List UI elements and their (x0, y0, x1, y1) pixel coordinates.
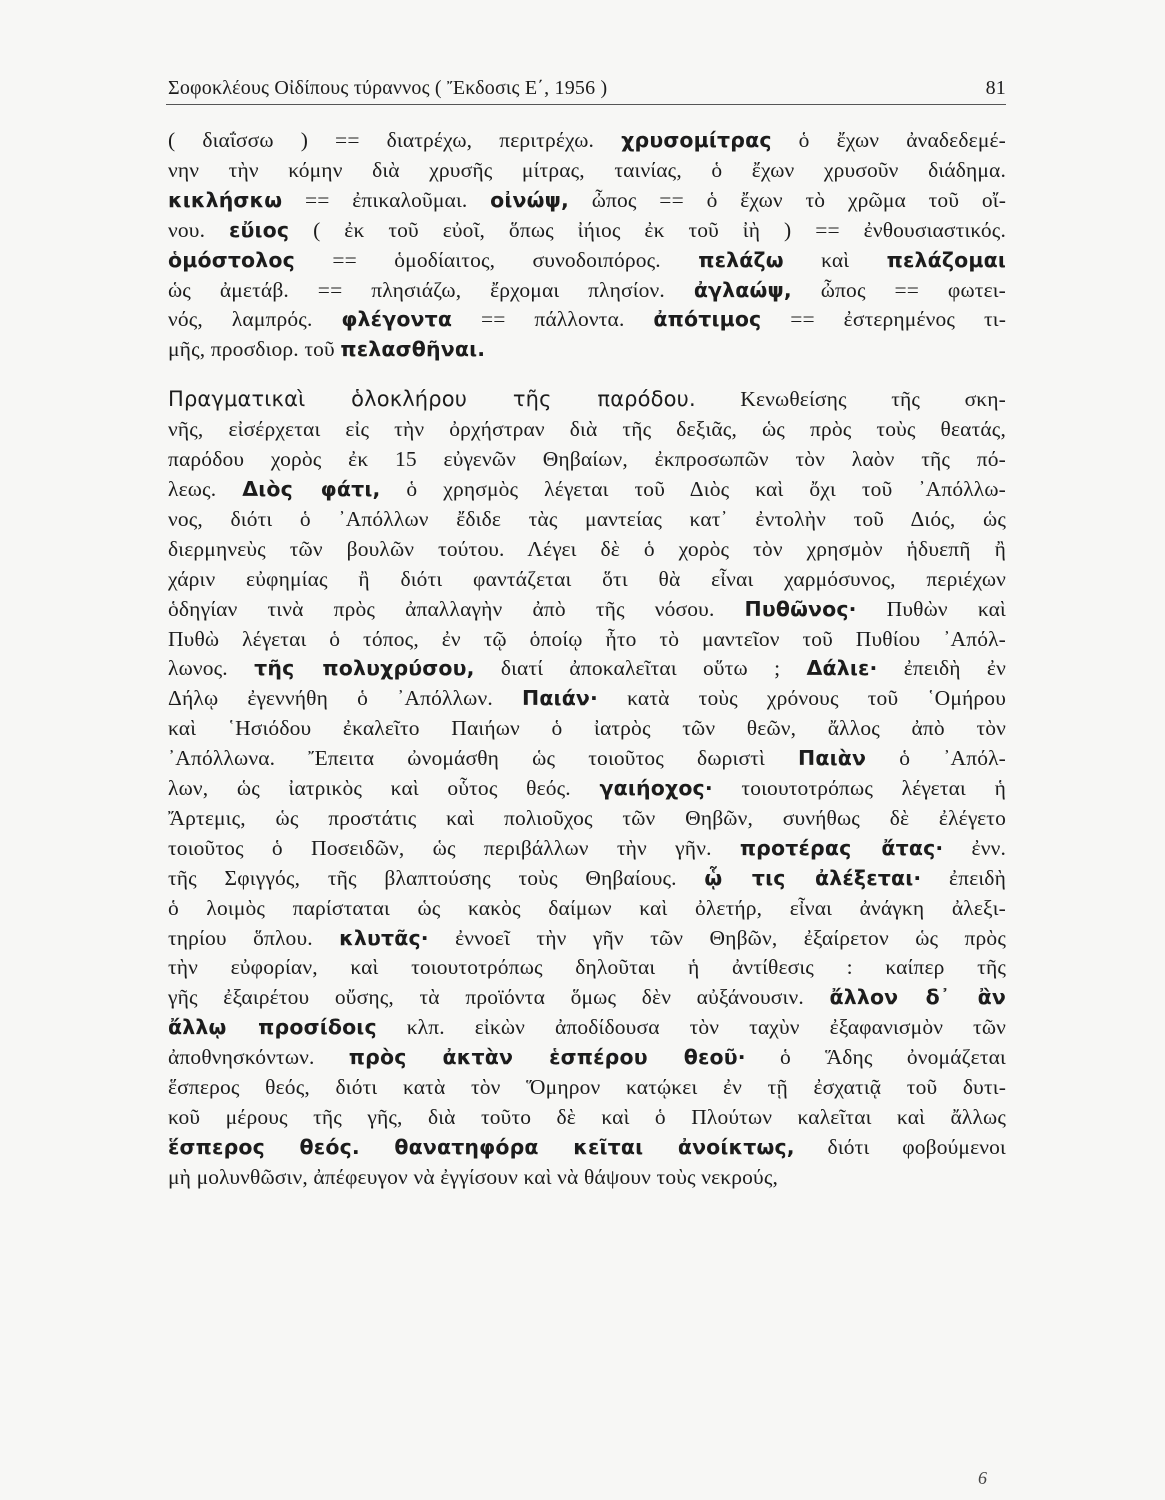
text-run: Πυθὼν καὶ (856, 596, 1006, 621)
lemma: Δάλιε· (806, 656, 878, 681)
lemma: ἀγλαώψ, (693, 277, 792, 302)
text-line (168, 335, 1006, 365)
text-run: χάριν εὐφημίας ἢ διότι φαντάζεται ὅτι θὰ εἶναι χαρμόσυνος, περιέχων (168, 566, 1006, 591)
text-line (168, 953, 1006, 983)
text-line (168, 186, 1006, 216)
text-run: ἐπειδὴ ἐν (877, 656, 1006, 681)
text-run: παρόδου χορὸς ἐκ 15 εὐγενῶν Θηβαίων, ἐκπροσωπῶν τὸν λαὸν τῆς πό- (168, 447, 1006, 472)
text-run: ( ἐκ τοῦ εὐοῖ, ὅπως ἰήιος ἐκ τοῦ ἰὴ ) == ἐνθουσιαστικός. (289, 217, 1006, 242)
text-run: γῆς ἐξαιρέτου οὔσης, τὰ προϊόντα ὅμως δὲν αὐξάνουσιν. (168, 985, 830, 1010)
text-run: νῆς, εἰσέρχεται εἰς τὴν ὀρχήστραν διὰ τῆς δεξιᾶς, ὡς πρὸς τοὺς θεατάς, (168, 417, 1006, 442)
text-line (168, 246, 1006, 276)
text-run: διερμηνεὺς τῶν βουλῶν τούτου. Λέγει δὲ ὁ χορὸς τὸν χρησμὸν ἡδυεπῆ ἢ (168, 536, 1006, 561)
text-line (168, 983, 1006, 1013)
lemma: προτέρας ἄτας· (739, 835, 944, 860)
text-run: ἐπειδὴ (921, 865, 1006, 890)
text-run: Δήλῳ ἐγεννήθη ὁ ᾿Απόλλων. (168, 686, 523, 711)
lemma: ἀπότιμος (653, 307, 762, 332)
text-run: ὁδηγίαν τινὰ πρὸς ἀπαλλαγὴν ἀπὸ τῆς νόσου. (168, 596, 745, 621)
lemma: χρυσομίτρας (621, 128, 772, 152)
lemma: ἄλλῳ προσίδοις (168, 1015, 377, 1040)
text-run: λων, ὡς ἰατρικὸς καὶ οὗτος θεός. (168, 776, 600, 801)
text-line (168, 774, 1006, 804)
text-run: διότι φοβούμενοι (794, 1134, 1006, 1159)
text-run: == ὁμοδίαιτος, συνοδοιπόρος. (294, 247, 699, 272)
text-run: ὦπος == ὁ ἔχων τὸ χρῶμα τοῦ οἴ- (568, 187, 1007, 212)
text-run: νός, λαμπρός. (168, 307, 342, 332)
text-line (168, 714, 1006, 744)
header-rule (166, 104, 1006, 105)
text-run: νου. (168, 217, 229, 242)
text-line (168, 156, 1006, 186)
text-line (168, 565, 1006, 595)
text-run: τοιοῦτος ὁ Ποσειδῶν, ὡς περιβάλλων τὴν γῆν. (168, 835, 740, 860)
lemma: πελάζομαι (886, 247, 1006, 272)
text-run: ὁ ἔχων ἀναδεδεμέ- (771, 128, 1006, 152)
text-run: τοιουτοτρόπως λέγεται ἡ (712, 776, 1007, 801)
text-run: == ἐπικαλοῦμαι. (282, 187, 491, 212)
text-run: διατί ἀποκαλεῖται οὕτω ; (474, 656, 807, 681)
text-line (168, 1073, 1006, 1103)
text-run: καὶ ῾Ησιόδου ἐκαλεῖτο Παιήων ὁ ἰατρὸς τῶν θεῶν, ἄλλος ἀπὸ τὸν (168, 716, 1006, 741)
text-run: ἐνν. (943, 835, 1006, 860)
lemma: ἕσπερος θεός. θανατηφόρα κεῖται ἀνοίκτως, (168, 1134, 795, 1159)
text-run: κατὰ τοὺς χρόνους τοῦ ῾Ομήρου (597, 686, 1006, 711)
lemma: ἄλλον δ᾿ ἂν (829, 985, 1006, 1010)
text-run: λεως. (168, 476, 243, 501)
text-run: λωνος. (168, 656, 255, 681)
text-run: ὁ λοιμὸς παρίσταται ὡς κακὸς δαίμων καὶ ὀλετήρ, εἶναι ἀνάγκη ἀλεξι- (168, 895, 1006, 920)
text-line (168, 834, 1006, 864)
text-line (168, 684, 1006, 714)
lemma: πελασθῆναι. (340, 337, 486, 362)
lemma: πελάζω (698, 247, 784, 272)
text-line (168, 475, 1006, 505)
commentary-body (168, 126, 1006, 1193)
text-run: Κενωθείσης τῆς σκη- (695, 387, 1006, 412)
lemma: εὔιος (228, 217, 290, 242)
text-run: νος, διότι ὁ ᾿Απόλλων ἔδιδε τὰς μαντείας κατ᾿ ἐντολὴν τοῦ Διός, ὡς (168, 506, 1006, 531)
text-line (168, 305, 1006, 335)
text-run: ἀποθνησκόντων. (168, 1045, 349, 1070)
lemma: οἰνώψ, (490, 187, 569, 212)
lemma: τῆς πολυχρύσου, (254, 656, 475, 681)
text-line (168, 385, 1006, 415)
text-run: Ἄρτεμις, ὡς προστάτις καὶ πολιοῦχος τῶν Θηβῶν, συνήθως δὲ ἐλέγετο (168, 805, 1006, 830)
text-line (168, 654, 1006, 684)
text-run: κοῦ μέρους τῆς γῆς, διὰ τοῦτο δὲ καὶ ὁ Πλούτων καλεῖται καὶ ἄλλως (168, 1105, 1006, 1129)
text-run: == ἐστερημένος τι- (761, 307, 1006, 332)
text-run: καὶ (783, 247, 887, 272)
text-run: Πυθὼ λέγεται ὁ τόπος, ἐν τῷ ὁποίῳ ἦτο τὸ μαντεῖον τοῦ Πυθίου ᾿Απόλ- (168, 626, 1006, 651)
text-run: τῆς Σφιγγός, τῆς βλαπτούσης τοὺς Θηβαίους. (168, 865, 705, 890)
text-line (168, 1103, 1006, 1133)
text-run: μῆς, προσδιορ. τοῦ (168, 337, 341, 362)
section-heading: Πραγματικαὶ ὁλοκλήρου τῆς παρόδου. (168, 387, 696, 412)
lemma: κικλήσκω (168, 187, 283, 212)
text-run: τὴν εὐφορίαν, καὶ τοιουτοτρόπως δηλοῦται ἡ ἀντίθεσις : καίπερ τῆς (168, 955, 1006, 980)
lemma: Διὸς φάτι, (242, 476, 381, 501)
lemma: Πυθῶνος· (744, 596, 857, 621)
text-run: ( διαΐσσω ) == διατρέχω, περιτρέχω. (168, 128, 622, 152)
lemma: Παιάν· (522, 686, 598, 711)
lemma: γαιήοχος· (599, 776, 713, 801)
signature-mark: 6 (978, 1468, 987, 1488)
lemma: ὁμόστολος (168, 247, 295, 272)
text-line (168, 1163, 1006, 1193)
text-run: νην τὴν κόμην διὰ χρυσῆς μίτρας, ταινίας, ὁ ἔχων χρυσοῦν διάδημα. (168, 157, 1006, 182)
lemma: Παιὰν (798, 746, 867, 771)
page-number: 81 (985, 77, 1006, 99)
lemma: πρὸς ἀκτὰν ἑσπέρου θεοῦ· (348, 1045, 746, 1070)
text-run: ὁ χρησμὸς λέγεται τοῦ Διὸς καὶ ὄχι τοῦ ᾿Απόλλω- (380, 476, 1006, 501)
text-run: μὴ μολυνθῶσιν, ἀπέφευγον νὰ ἐγγίσουν καὶ νὰ θάψουν τοὺς νεκρούς, (168, 1164, 779, 1189)
text-line (168, 1013, 1006, 1043)
text-run: κλπ. εἰκὼν ἀποδίδουσα τὸν ταχὺν ἐξαφανισμὸν τῶν (376, 1015, 1006, 1040)
text-run: ὦπος == φωτει- (791, 277, 1006, 302)
lemma: φλέγοντα (341, 307, 453, 332)
text-run: ὡς ἀμετάβ. == πλησιάζω, ἔρχομαι πλησίον. (168, 277, 694, 302)
text-line (168, 625, 1006, 655)
text-line (168, 216, 1006, 246)
text-line (168, 804, 1006, 834)
paragraph-parodos (168, 385, 1006, 1192)
text-line (168, 924, 1006, 954)
running-title: Σοφοκλέους Οἰδίπους τύραννος ( Ἔκδοσις Ε΄, 1956 ) (168, 77, 608, 99)
paragraph-glossary (168, 126, 1006, 365)
lemma: ᾧ τις ἀλέξεται· (704, 865, 922, 890)
text-line (168, 535, 1006, 565)
text-run: ᾿Απόλλωνα. Ἔπειτα ὠνομάσθη ὡς τοιοῦτος δωριστὶ (168, 746, 799, 771)
text-run: == πάλλοντα. (452, 307, 654, 332)
text-run: τηρίου ὅπλου. (168, 925, 340, 950)
text-line (168, 595, 1006, 625)
text-run: ἕσπερος θεός, διότι κατὰ τὸν Ὅμηρον κατῴκει ἐν τῇ ἐσχατιᾷ τοῦ δυτι- (168, 1075, 1006, 1100)
running-header (168, 68, 1006, 100)
text-run: ὁ Ἅδης ὀνομάζεται (745, 1045, 1006, 1070)
lemma: κλυτᾶς· (339, 925, 429, 950)
paragraph-gap (168, 365, 1006, 385)
text-line (168, 445, 1006, 475)
text-line (168, 744, 1006, 774)
text-line (168, 1043, 1006, 1073)
text-line (168, 894, 1006, 924)
text-line (168, 276, 1006, 306)
text-line (168, 126, 1006, 156)
text-line (168, 864, 1006, 894)
text-line (168, 415, 1006, 445)
text-line (168, 1133, 1006, 1163)
text-run: ἐννοεῖ τὴν γῆν τῶν Θηβῶν, ἐξαίρετον ὡς πρὸς (428, 925, 1006, 950)
text-line (168, 505, 1006, 535)
text-run: ὁ ᾿Απόλ- (866, 746, 1006, 771)
